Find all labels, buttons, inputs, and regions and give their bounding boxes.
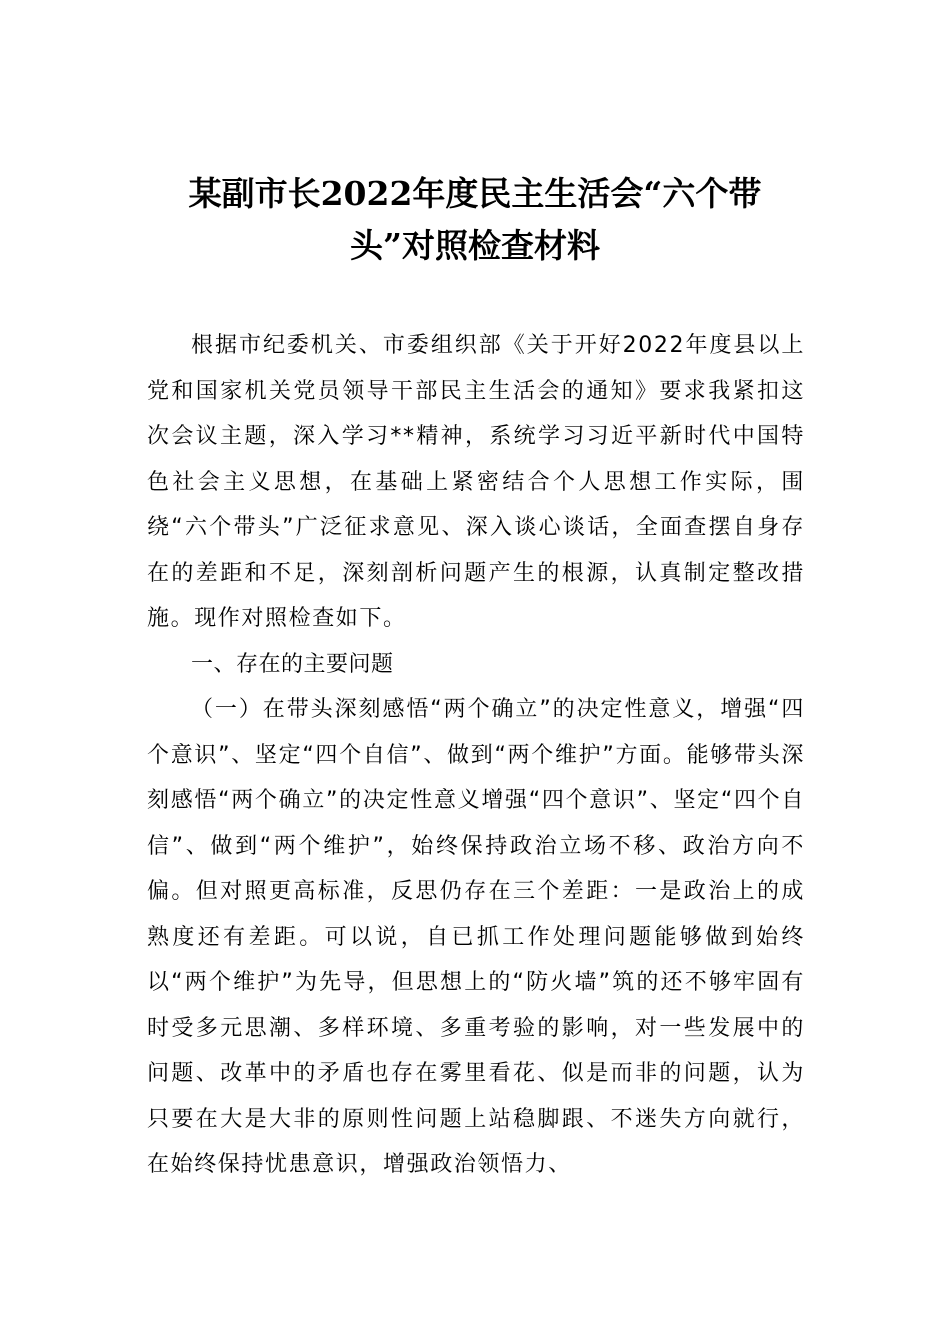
document-title: 某副市长2022年度民主生活会“六个带头”对照检查材料 — [188, 174, 762, 265]
intro-paragraph: 根据市纪委机关、市委组织部《关于开好2022年度县以上党和国家机关党员领导干部民主生活会的通知》要求我紧扣这次会议主题，深入学习**精神，系统学习习近平新时代中国特色社会主义思想，在基础上紧密结合个人思想工作实际，围绕“六个带头”广泛征求意见、深入谈心谈话，全面查摆自身存在的差距和不足，深刻剖析问题产生的根源，认真制定整改措施。现作对照检查如下。 — [147, 333, 805, 631]
document-body — [147, 323, 805, 1188]
section-heading: 一、存在的主要问题 — [191, 651, 394, 677]
section-paragraph: （一）在带头深刻感悟“两个确立”的决定性意义，增强“四个意识”、坚定“四个自信”、做到“两个维护”方面。能够带头深刻感悟“两个确立”的决定性意义增强“四个意识”、坚定“四个自信”、做到“两个维护”，始终保持政治立场不移、政治方向不偏。但对照更高标准，反思仍存在三个差距：一是政治上的成熟度还有差距。可以说，自已抓工作处理问题能够做到始终以“两个维护”为先导，但思想上的“防火墙”筑的还不够牢固有时受多元思潮、多样环境、多重考验的影响，对一些发展中的问题、改革中的矛盾也存在雾里看花、似是而非的问题，认为只要在大是大非的原则性问题上站稳脚跟、不迷失方向就行，在始终保持忧患意识，增强政治领悟力、 — [147, 697, 805, 1177]
